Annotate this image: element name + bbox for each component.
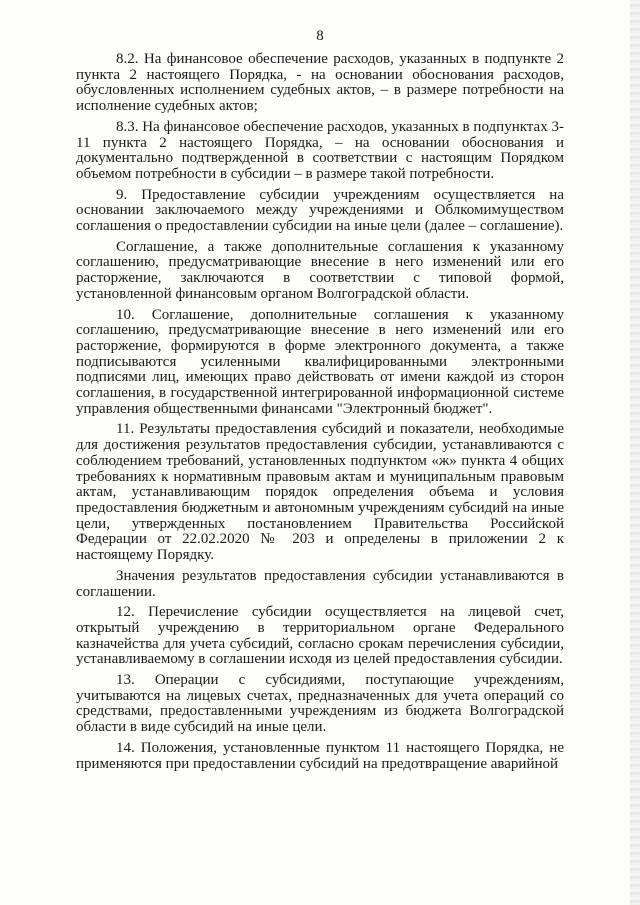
page-number: 8	[316, 28, 324, 44]
paragraph-8-2: 8.2. На финансовое обеспечение расходов, указанных в подпункте 2 пункта 2 настоящего Порядка, - на основании обоснования расходов, обусловленных исполнением судебных актов, – в размере потребности на исполнение судебных актов;	[76, 51, 564, 115]
paragraph-14: 14. Положения, установленные пунктом 11 настоящего Порядка, не применяются при предоставлении субсидий на предотвращение аварийной	[76, 739, 564, 772]
scan-edge	[630, 0, 640, 905]
paragraph-11-values: Значения результатов предоставления субсидии устанавливаются в соглашении.	[76, 567, 564, 600]
paragraph-10: 10. Соглашение, дополнительные соглашения к указанному соглашению, предусматривающие внесение в него изменений или его расторжение, формируются в форме электронного документа, а также подписываются усиленными квалифицированными электронными подписями лиц, имеющих право действовать от имени каждой из сторон соглашения, в государственной интегрированной информационной системе управления общественными финансами "Электронный бюджет".	[76, 306, 564, 417]
document-body	[76, 52, 564, 776]
paragraph-12: 12. Перечисление субсидии осуществляется на лицевой счет, открытый учреждению в территориальном органе Федерального казначейства для учета субсидий, согласно срокам перечисления субсидии, устанавливаемому в соглашении исходя из целей предоставления субсидии.	[76, 604, 564, 668]
paragraph-11: 11. Результаты предоставления субсидий и показатели, необходимые для достижения результатов предоставления субсидии, устанавливаются с соблюдением требований, установленных подпунктом «ж» пункта 4 общих требованиях к нормативным правовым актам и муниципальным правовым актам, устанавливающим порядок определения объема и условия предоставления бюджетным и автономным учреждениям субсидий на иные цели, утвержденных постановлением Правительства Российской Федерации от 22.02.2020 № 203 и определены в приложении 2 к настоящему Порядку.	[76, 421, 564, 564]
paragraph-9-agreement: Соглашение, а также дополнительные соглашения к указанному соглашению, предусматривающие внесение в него изменений или его расторжение, заключаются в соответствии с типовой формой, установленной финансовым органом Волгоградской области.	[76, 238, 564, 302]
paragraph-8-3: 8.3. На финансовое обеспечение расходов, указанных в подпунктах 3-11 пункта 2 настоящего Порядка, – на основании обоснования и документально подтвержденной в соответствии с настоящим Порядком объемом потребности в субсидии – в размере такой потребности.	[76, 118, 564, 182]
paragraph-13: 13. Операции с субсидиями, поступающие учреждениям, учитываются на лицевых счетах, предназначенных для учета операций со средствами, предоставленными учреждениям из бюджета Волгоградской области в виде субсидий на иные цели.	[76, 672, 564, 736]
paragraph-9: 9. Предоставление субсидии учреждениям осуществляется на основании заключаемого между учреждениями и Облкомимуществом соглашения о предоставлении субсидии на иные цели (далее – соглашение).	[76, 186, 564, 235]
